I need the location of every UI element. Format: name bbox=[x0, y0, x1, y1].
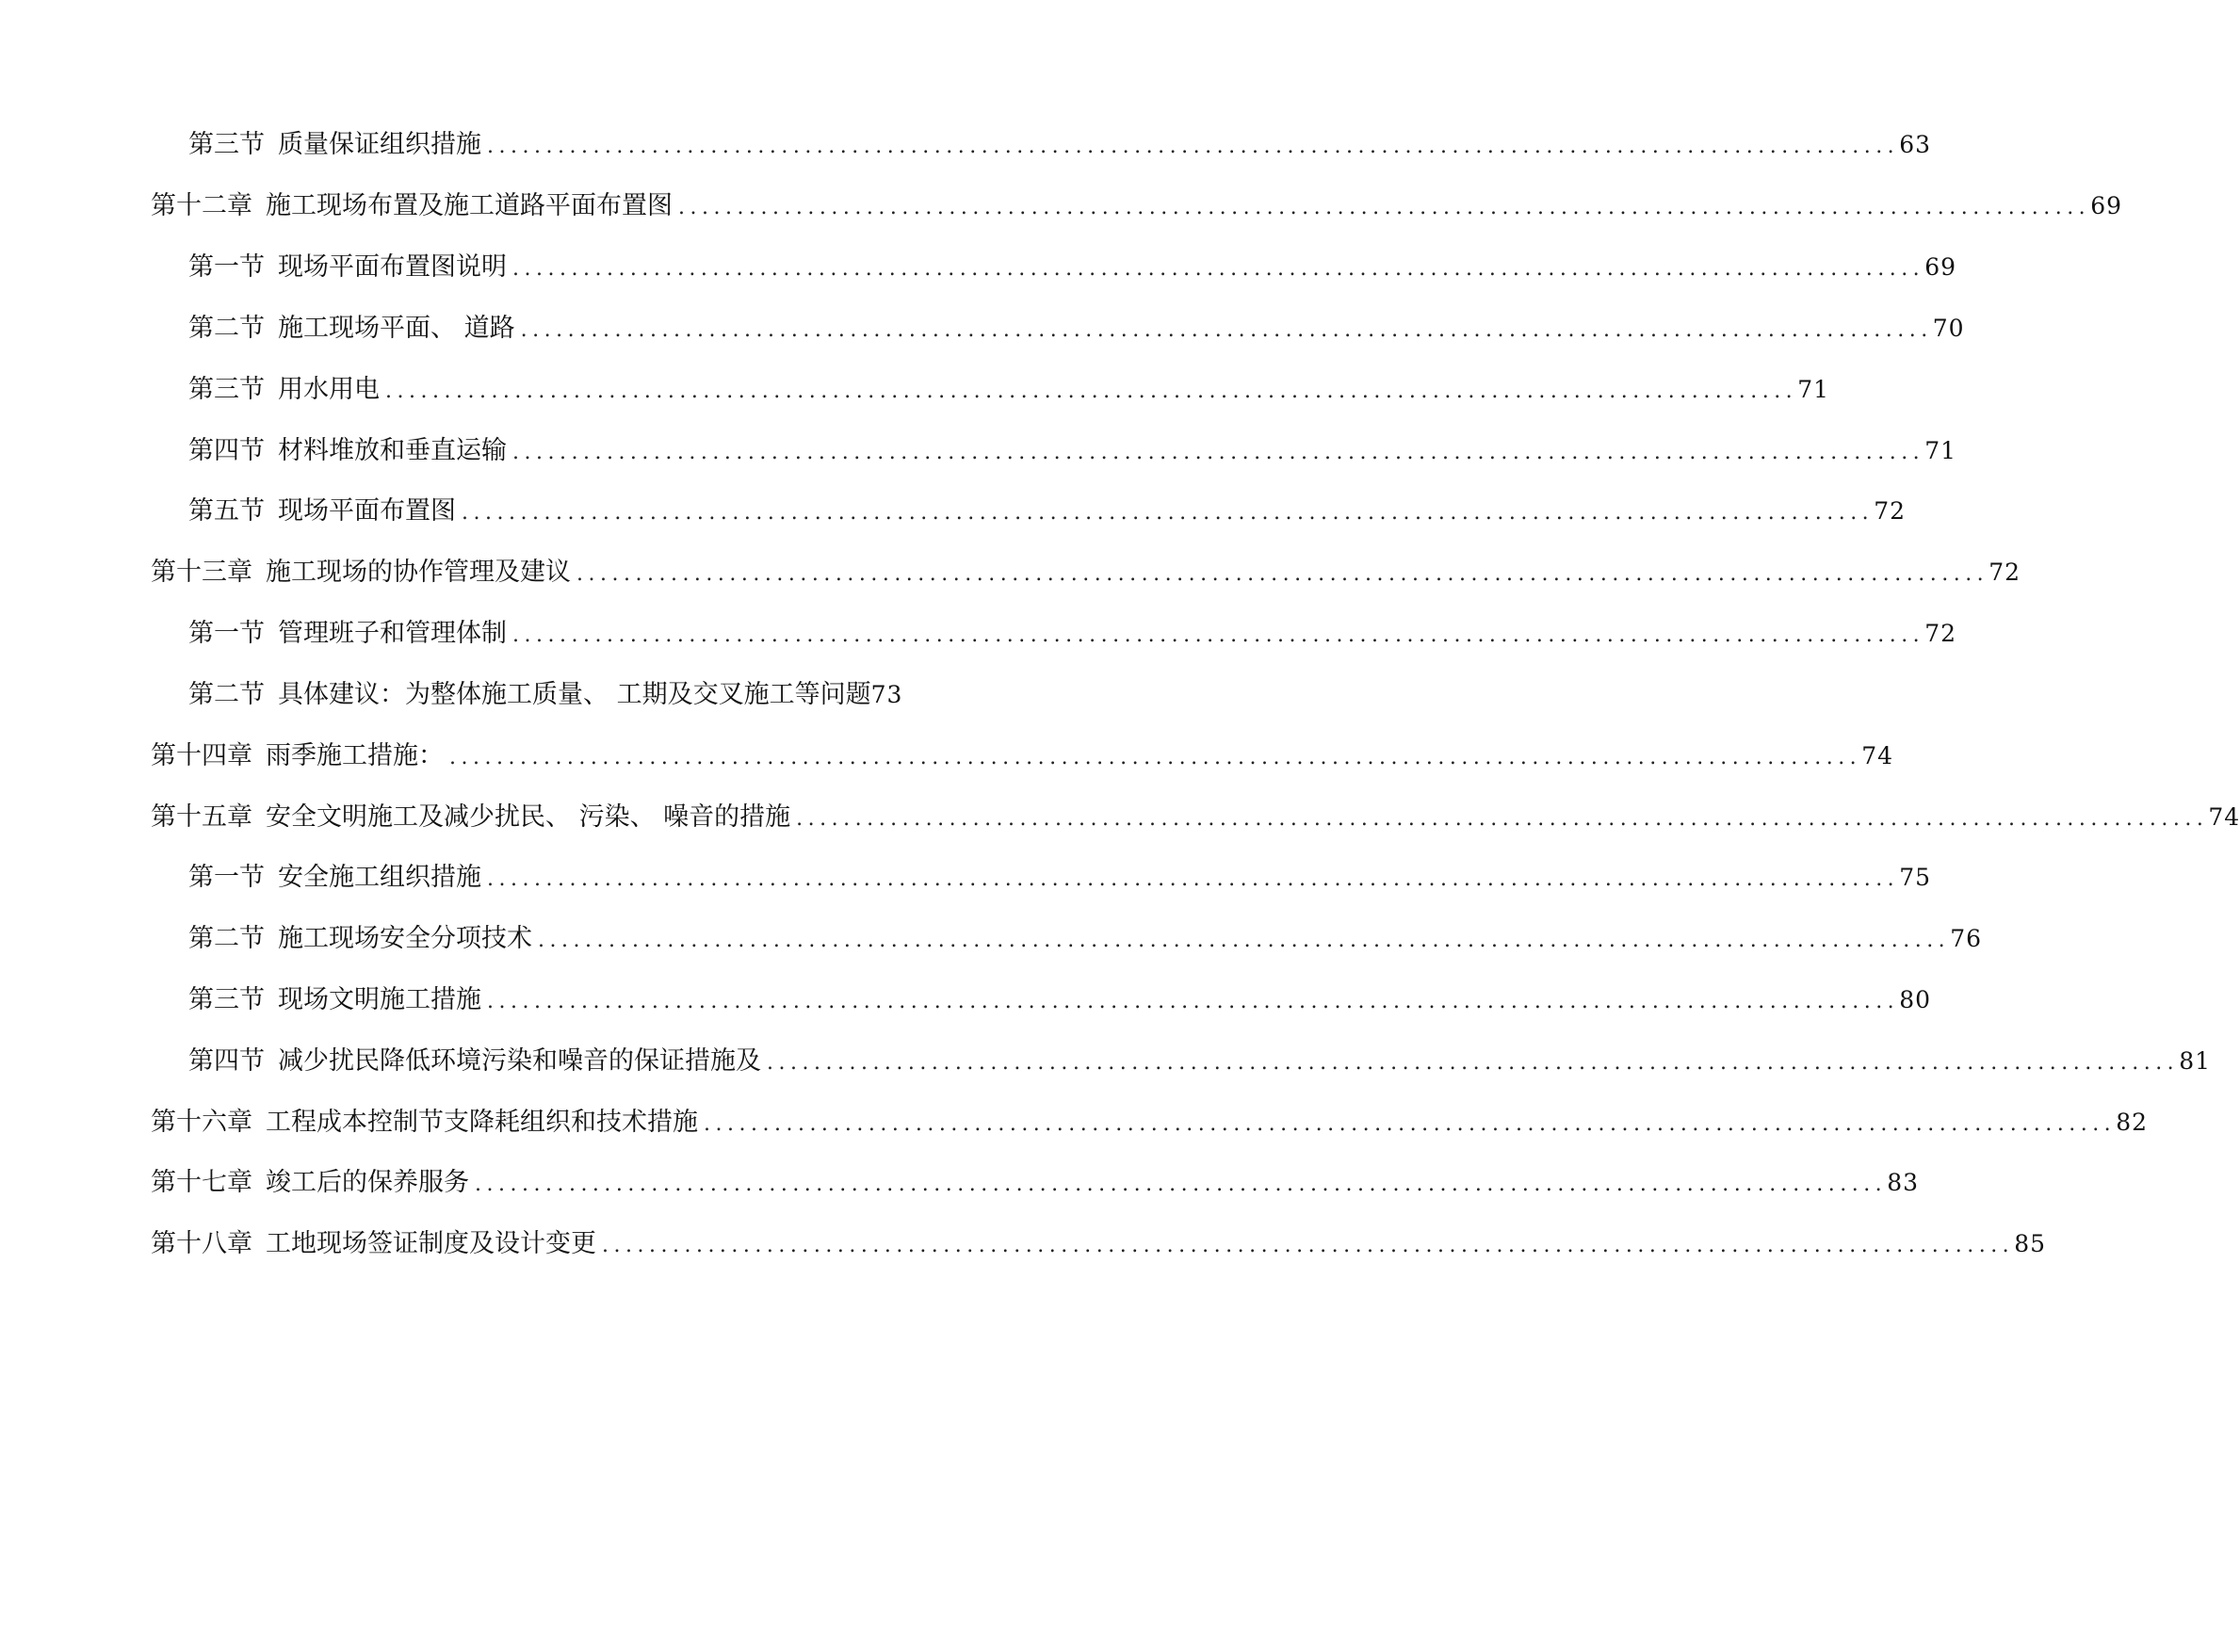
toc-dot-leader: ........................................................................................................................ bbox=[520, 318, 1933, 342]
toc-entry-page: 72 bbox=[1924, 620, 1956, 647]
toc-dot-leader: ........................................................................................................................ bbox=[462, 501, 1875, 525]
toc-dot-leader: ........................................................................................................................ bbox=[796, 807, 2209, 831]
toc-entry[interactable] bbox=[151, 1225, 2046, 1263]
toc-entry-number: 第四节 bbox=[188, 1046, 265, 1076]
toc-dot-leader: ........................................................................................................................ bbox=[512, 257, 1925, 281]
toc-entry-title: 竣工后的保养服务 bbox=[266, 1168, 469, 1197]
toc-entry-label bbox=[188, 249, 507, 286]
toc-entry-number: 第十三章 bbox=[151, 558, 252, 587]
toc-entry-number: 第四节 bbox=[188, 436, 265, 465]
toc-entry-title: 施工现场的协作管理及建议 bbox=[266, 558, 571, 587]
toc-dot-leader: ........................................................................................................................ bbox=[538, 929, 1951, 952]
toc-dot-leader: ........................................................................................................................ bbox=[576, 562, 1989, 586]
toc-entry-number: 第一节 bbox=[188, 619, 265, 648]
toc-entry-label bbox=[188, 676, 871, 714]
toc-entry-title: 安全施工组织措施 bbox=[278, 863, 481, 892]
toc-entry[interactable] bbox=[188, 981, 1931, 1019]
toc-entry-label bbox=[188, 981, 481, 1019]
toc-entry-title: 用水用电 bbox=[278, 375, 380, 404]
toc-entry[interactable] bbox=[188, 371, 1829, 409]
toc-entry-label bbox=[188, 126, 481, 164]
toc-entry-page: 69 bbox=[1924, 253, 1956, 281]
toc-entry-page: 74 bbox=[2208, 803, 2240, 831]
toc-entry-title: 施工现场安全分项技术 bbox=[278, 924, 532, 953]
toc-entry[interactable] bbox=[188, 920, 1982, 958]
toc-entry-page: 85 bbox=[2014, 1230, 2046, 1257]
toc-entry-label bbox=[188, 1043, 761, 1080]
toc-entry-label bbox=[188, 432, 507, 470]
toc-dot-leader: ........................................................................................................................ bbox=[512, 624, 1925, 647]
toc-entry-title: 现场平面布置图 bbox=[278, 496, 456, 526]
toc-entry-title: 减少扰民降低环境污染和噪音的保证措施及 bbox=[278, 1046, 761, 1076]
toc-dot-leader: ........................................................................................................................ bbox=[602, 1234, 2015, 1257]
toc-entry-page: 71 bbox=[1797, 376, 1829, 403]
toc-entry-title: 雨季施工措施： bbox=[266, 741, 444, 770]
toc-dot-leader: ........................................................................................................................ bbox=[487, 135, 1900, 158]
toc-entry[interactable] bbox=[151, 1164, 1919, 1202]
toc-entry-title: 施工现场平面、 道路 bbox=[278, 314, 515, 343]
toc-entry-page: 72 bbox=[1874, 497, 1906, 525]
toc-dot-leader: ........................................................................................................................ bbox=[767, 1051, 2180, 1075]
toc-entry-page: 80 bbox=[1899, 986, 1931, 1013]
toc-entry-page: 73 bbox=[870, 681, 903, 708]
toc-entry-number: 第十二章 bbox=[151, 191, 252, 220]
toc-entry[interactable] bbox=[188, 249, 1956, 286]
toc-entry[interactable] bbox=[188, 310, 1965, 348]
toc-entry-title: 施工现场布置及施工道路平面布置图 bbox=[266, 191, 673, 220]
toc-entry-page: 83 bbox=[1887, 1169, 1919, 1196]
toc-dot-leader: ........................................................................................................................ bbox=[487, 867, 1900, 891]
toc-entry-title: 管理班子和管理体制 bbox=[278, 619, 507, 648]
toc-entry[interactable] bbox=[188, 676, 994, 714]
toc-entry-label bbox=[151, 799, 790, 836]
toc-entry[interactable] bbox=[151, 1104, 2148, 1142]
toc-entry[interactable] bbox=[188, 126, 1931, 164]
toc-entry-page: 69 bbox=[2090, 192, 2122, 219]
toc-entry[interactable] bbox=[151, 799, 2240, 836]
toc-dot-leader: ........................................................................................................................ bbox=[487, 990, 1900, 1013]
toc-entry-page: 76 bbox=[1950, 925, 1982, 952]
toc-entry-title: 具体建议：为整体施工质量、 工期及交叉施工等问题 bbox=[278, 680, 871, 709]
toc-entry-label bbox=[151, 1164, 469, 1202]
toc-dot-leader: ........................................................................................................................ bbox=[385, 380, 1798, 403]
toc-entry-label bbox=[188, 310, 515, 348]
toc-entry-label bbox=[151, 1225, 596, 1263]
toc-entry-title: 质量保证组织措施 bbox=[278, 130, 481, 159]
toc-entry-number: 第十六章 bbox=[151, 1108, 252, 1137]
toc-entry-label bbox=[188, 371, 380, 409]
toc-dot-leader: ........................................................................................................................ bbox=[475, 1173, 1888, 1196]
toc-entry[interactable] bbox=[188, 859, 1931, 897]
toc-entry-number: 第一节 bbox=[188, 863, 265, 892]
toc-entry-page: 63 bbox=[1899, 131, 1931, 158]
toc-entry[interactable] bbox=[188, 1043, 2211, 1080]
toc-entry-number: 第十八章 bbox=[151, 1229, 252, 1258]
toc-entry-number: 第五节 bbox=[188, 496, 265, 526]
toc-entry-number: 第二节 bbox=[188, 314, 265, 343]
toc-entry-page: 81 bbox=[2179, 1047, 2211, 1075]
toc-entry[interactable] bbox=[188, 432, 1956, 470]
toc-entry-number: 第一节 bbox=[188, 252, 265, 282]
toc-entry-title: 安全文明施工及减少扰民、 污染、 噪音的措施 bbox=[266, 802, 791, 832]
toc-entry[interactable] bbox=[151, 187, 2122, 225]
toc-entry-number: 第二节 bbox=[188, 680, 265, 709]
toc-entry-label bbox=[188, 859, 481, 897]
toc-entry-label bbox=[151, 187, 673, 225]
toc-entry-page: 70 bbox=[1932, 315, 1965, 342]
toc-entry-title: 工程成本控制节支降耗组织和技术措施 bbox=[266, 1108, 698, 1137]
toc-entry-label bbox=[188, 615, 507, 653]
toc-entry-page: 71 bbox=[1924, 437, 1956, 464]
toc-entry-number: 第二节 bbox=[188, 924, 265, 953]
toc-entry-number: 第三节 bbox=[188, 985, 265, 1014]
toc-entry-label bbox=[151, 554, 571, 591]
toc-entry-title: 现场文明施工措施 bbox=[278, 985, 481, 1014]
toc-entry-label bbox=[188, 493, 456, 530]
toc-entry-label bbox=[151, 1104, 698, 1142]
toc-entry[interactable] bbox=[151, 554, 2021, 591]
toc-dot-leader: ........................................................................................................................ bbox=[704, 1112, 2117, 1136]
toc-entry[interactable] bbox=[188, 493, 1906, 530]
toc-dot-leader: ........................................................................................................................ bbox=[678, 196, 2091, 219]
toc-entry-label bbox=[151, 737, 444, 775]
toc-entry-title: 工地现场签证制度及设计变更 bbox=[266, 1229, 596, 1258]
toc-entry-title: 材料堆放和垂直运输 bbox=[278, 436, 507, 465]
toc-entry-number: 第十七章 bbox=[151, 1168, 252, 1197]
toc-entry-number: 第十四章 bbox=[151, 741, 252, 770]
toc-entry-title: 现场平面布置图说明 bbox=[278, 252, 507, 282]
toc-entry-page: 82 bbox=[2116, 1109, 2148, 1136]
toc-entry-label bbox=[188, 920, 532, 958]
toc-entry-number: 第三节 bbox=[188, 375, 265, 404]
toc-entry[interactable] bbox=[188, 615, 1956, 653]
toc-entry-page: 75 bbox=[1899, 864, 1931, 891]
toc-dot-leader: ........................................................................................................................ bbox=[512, 441, 1925, 464]
toc-entry-page: 72 bbox=[1988, 559, 2021, 586]
toc-entry-number: 第三节 bbox=[188, 130, 265, 159]
toc-dot-leader: ........................................................................................................................ bbox=[449, 746, 1862, 769]
toc-entry-page: 74 bbox=[1861, 742, 1893, 769]
toc-entry[interactable] bbox=[151, 737, 1893, 775]
toc-entry-number: 第十五章 bbox=[151, 802, 252, 832]
